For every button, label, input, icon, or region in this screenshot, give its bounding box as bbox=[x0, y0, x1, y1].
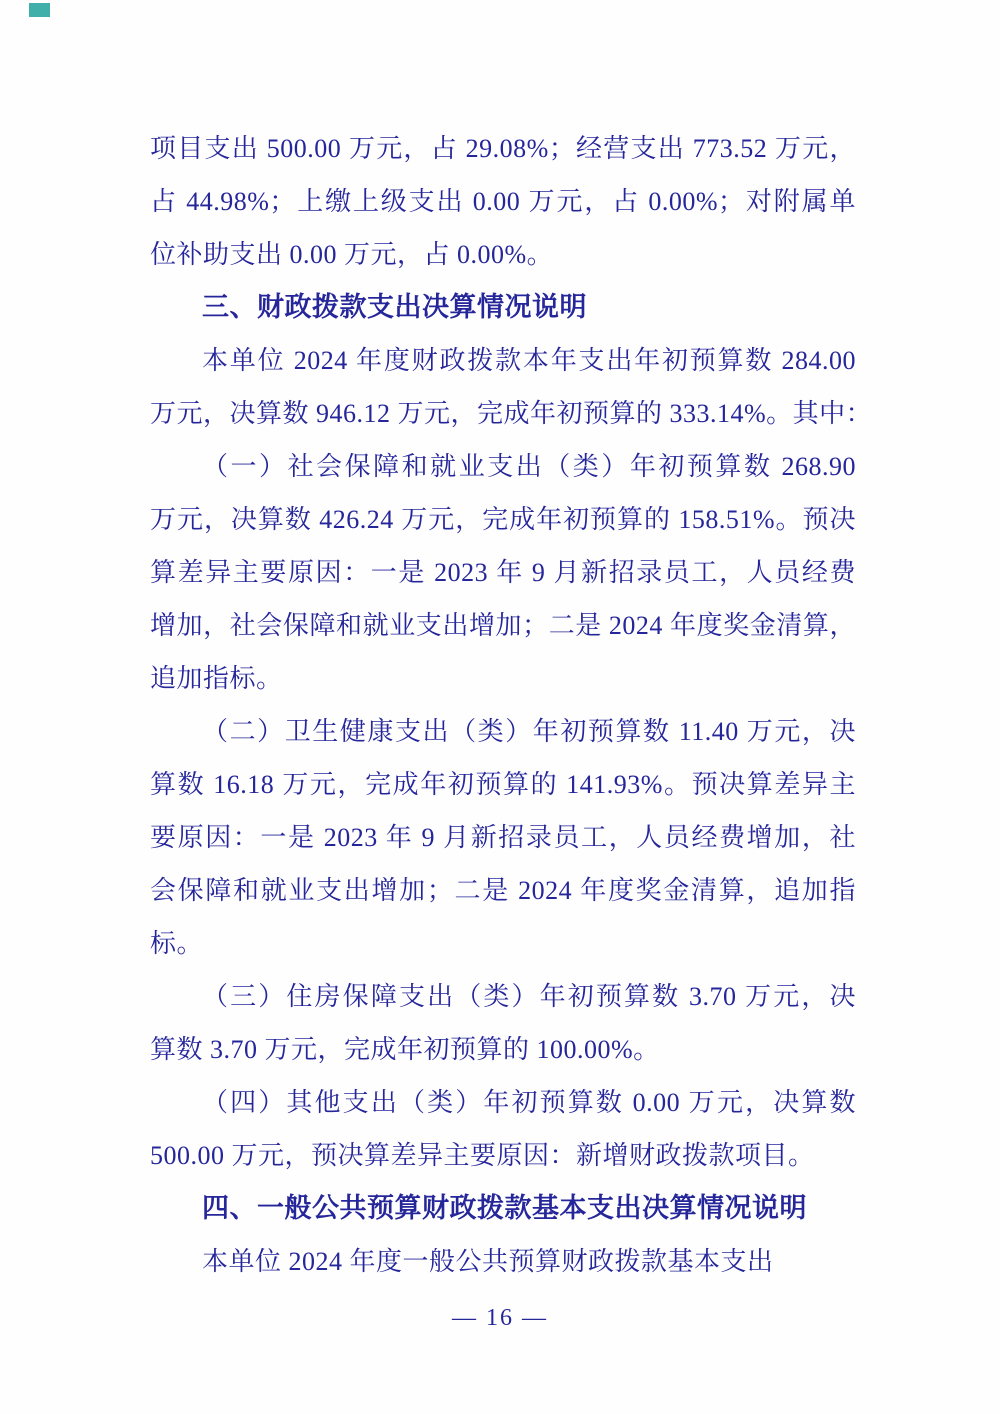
section-heading: 四、一般公共预算财政拨款基本支出决算情况说明 bbox=[202, 1193, 807, 1223]
text-line: 位补助支出 0.00 万元，占 0.00%。 bbox=[150, 240, 554, 269]
text-line: 会保障和就业支出增加；二是 2024 年度奖金清算，追加指 bbox=[150, 876, 856, 905]
text-line: （三）住房保障支出（类）年初预算数 3.70 万元，决 bbox=[202, 982, 856, 1011]
text-line: （二）卫生健康支出（类）年初预算数 11.40 万元，决 bbox=[202, 717, 856, 746]
section-heading: 三、财政拨款支出决算情况说明 bbox=[202, 292, 587, 322]
text-line: 追加指标。 bbox=[150, 664, 283, 693]
text-line: 标。 bbox=[150, 929, 204, 958]
text-line: 万元，决算数 426.24 万元，完成年初预算的 158.51%。预决 bbox=[150, 505, 856, 534]
text-line: 万元，决算数 946.12 万元，完成年初预算的 333.14%。其中： bbox=[150, 399, 873, 428]
text-block bbox=[150, 122, 873, 1288]
text-line: （一）社会保障和就业支出（类）年初预算数 268.90 bbox=[202, 452, 856, 481]
text-line: 算数 3.70 万元，完成年初预算的 100.00%。 bbox=[150, 1035, 660, 1064]
text-line: 本单位 2024 年度一般公共预算财政拨款基本支出 bbox=[202, 1247, 774, 1276]
text-line: 占 44.98%；上缴上级支出 0.00 万元，占 0.00%；对附属单 bbox=[150, 187, 856, 216]
text-line: 项目支出 500.00 万元，占 29.08%；经营支出 773.52 万元， bbox=[150, 134, 856, 163]
accent-square bbox=[29, 3, 50, 17]
text-line: 算数 16.18 万元，完成年初预算的 141.93%。预决算差异主 bbox=[150, 770, 856, 799]
text-line: 算差异主要原因：一是 2023 年 9 月新招录员工，人员经费 bbox=[150, 558, 856, 587]
page-number: — 16 — bbox=[452, 1305, 548, 1331]
text-line: 要原因：一是 2023 年 9 月新招录员工，人员经费增加，社 bbox=[150, 823, 856, 852]
text-line: 增加，社会保障和就业支出增加；二是 2024 年度奖金清算， bbox=[150, 611, 856, 640]
text-line: （四）其他支出（类）年初预算数 0.00 万元，决算数 bbox=[202, 1088, 856, 1117]
text-line: 500.00 万元，预决算差异主要原因：新增财政拨款项目。 bbox=[150, 1141, 815, 1170]
text-line: 本单位 2024 年度财政拨款本年支出年初预算数 284.00 bbox=[202, 346, 856, 375]
